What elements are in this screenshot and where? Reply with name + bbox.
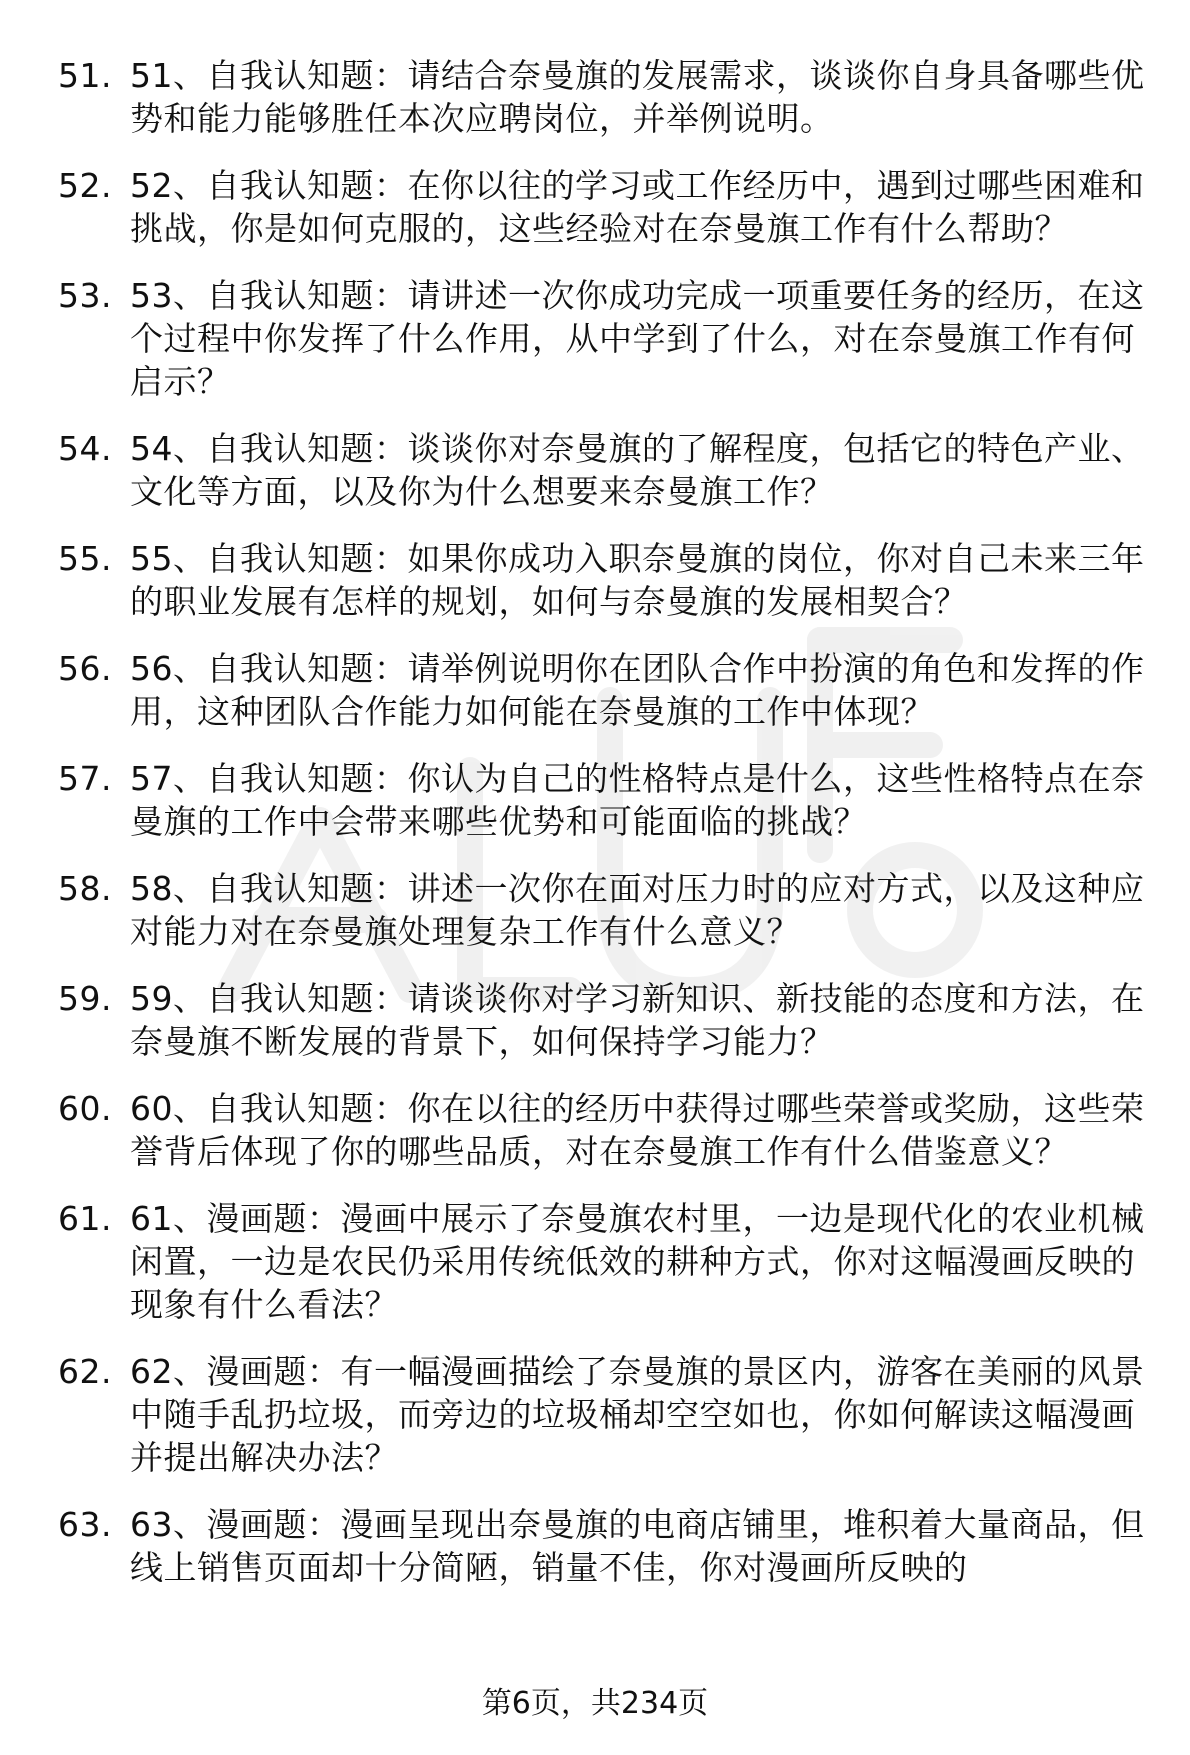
question-text: 58、自我认知题：讲述一次你在面对压力时的应对方式，以及这种应对能力对在奈曼旗处理复杂工作有什么意义？ (130, 869, 1145, 951)
list-item (58, 757, 1158, 843)
question-number: 57. (58, 759, 112, 798)
question-text: 54、自我认知题：谈谈你对奈曼旗的了解程度，包括它的特色产业、文化等方面，以及你为什么想要来奈曼旗工作？ (130, 429, 1145, 511)
list-item (58, 1197, 1158, 1326)
question-number: 62. (58, 1352, 112, 1391)
question-number: 63. (58, 1505, 112, 1544)
question-text: 53、自我认知题：请讲述一次你成功完成一项重要任务的经历，在这个过程中你发挥了什么作用，从中学到了什么，对在奈曼旗工作有何启示？ (130, 276, 1145, 401)
question-text: 59、自我认知题：请谈谈你对学习新知识、新技能的态度和方法，在奈曼旗不断发展的背景下，如何保持学习能力？ (130, 979, 1145, 1061)
question-number: 55. (58, 539, 112, 578)
question-text: 55、自我认知题：如果你成功入职奈曼旗的岗位，你对自己未来三年的职业发展有怎样的规划，如何与奈曼旗的发展相契合？ (130, 539, 1145, 621)
question-list (58, 54, 1158, 1613)
list-item (58, 164, 1158, 250)
question-text: 52、自我认知题：在你以往的学习或工作经历中，遇到过哪些困难和挑战，你是如何克服的，这些经验对在奈曼旗工作有什么帮助？ (130, 166, 1145, 248)
question-text: 61、漫画题：漫画中展示了奈曼旗农村里，一边是现代化的农业机械闲置，一边是农民仍采用传统低效的耕种方式，你对这幅漫画反映的现象有什么看法？ (130, 1199, 1145, 1324)
list-item (58, 647, 1158, 733)
question-number: 51. (58, 56, 112, 95)
list-item (58, 1087, 1158, 1173)
list-item (58, 977, 1158, 1063)
list-item (58, 427, 1158, 513)
list-item (58, 1503, 1158, 1589)
question-text: 57、自我认知题：你认为自己的性格特点是什么，这些性格特点在奈曼旗的工作中会带来哪些优势和可能面临的挑战？ (130, 759, 1145, 841)
list-item (58, 274, 1158, 403)
question-number: 53. (58, 276, 112, 315)
question-number: 59. (58, 979, 112, 1018)
list-item (58, 1350, 1158, 1479)
question-text: 63、漫画题：漫画呈现出奈曼旗的电商店铺里，堆积着大量商品，但线上销售页面却十分简陋，销量不佳，你对漫画所反映的 (130, 1505, 1145, 1587)
question-number: 56. (58, 649, 112, 688)
question-number: 52. (58, 166, 112, 205)
list-item (58, 867, 1158, 953)
question-number: 60. (58, 1089, 112, 1128)
list-item (58, 537, 1158, 623)
question-text: 56、自我认知题：请举例说明你在团队合作中扮演的角色和发挥的作用，这种团队合作能力如何能在奈曼旗的工作中体现？ (130, 649, 1145, 731)
list-item (58, 54, 1158, 140)
question-number: 58. (58, 869, 112, 908)
question-text: 62、漫画题：有一幅漫画描绘了奈曼旗的景区内，游客在美丽的风景中随手乱扔垃圾，而旁边的垃圾桶却空空如也，你如何解读这幅漫画并提出解决办法？ (130, 1352, 1145, 1477)
page-footer: 第6页，共234页 (481, 1686, 709, 1721)
question-number: 54. (58, 429, 112, 468)
question-number: 61. (58, 1199, 112, 1238)
question-text: 51、自我认知题：请结合奈曼旗的发展需求，谈谈你自身具备哪些优势和能力能够胜任本次应聘岗位，并举例说明。 (130, 56, 1145, 138)
question-text: 60、自我认知题：你在以往的经历中获得过哪些荣誉或奖励，这些荣誉背后体现了你的哪些品质，对在奈曼旗工作有什么借鉴意义？ (130, 1089, 1145, 1171)
